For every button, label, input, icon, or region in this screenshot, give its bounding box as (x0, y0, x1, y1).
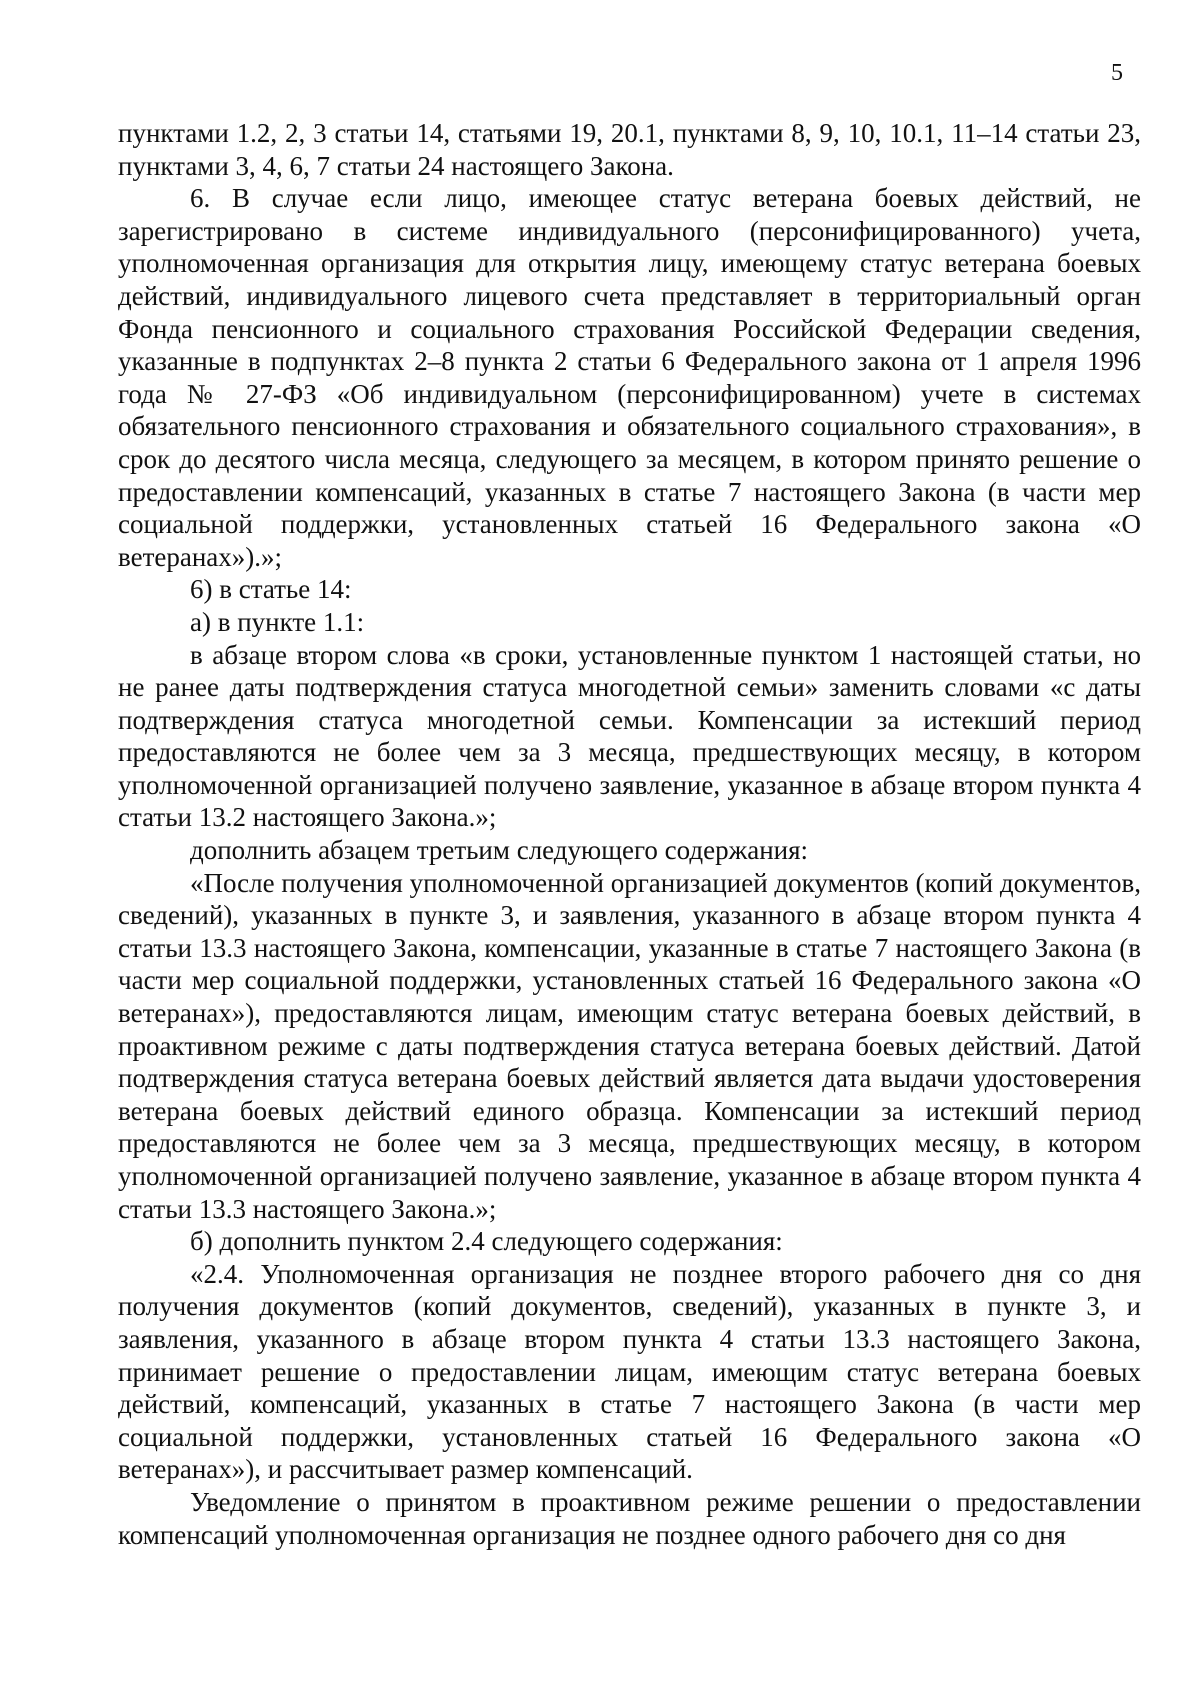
paragraph-second-indent-amendment: в абзаце втором слова «в сроки, установленные пунктом 1 настоящей статьи, но не ранее даты подтверждения статуса многодетной семьи» заменить словами «с даты подтверждения статуса многодетной семьи. Компенсации за истекший период предоставляются не более чем за 3 месяца, предшествующих месяцу, в котором уполномоченной организацией получено заявление, указанное в абзаце втором пункта 4 статьи 13.2 настоящего Закона.»; (118, 639, 1141, 833)
paragraph-notification: Уведомление о принятом в проактивном режиме решении о предоставлении компенсаций уполномоченная организация не позднее одного рабочего дня со дня (118, 1486, 1141, 1550)
paragraph-quoted-third-indent: «После получения уполномоченной организацией документов (копий документов, сведений), указанных в пункте 3, и заявления, указанного в абзаце втором пункта 4 статьи 13.3 настоящего Закона, компенсации, указанные в статье 7 настоящего Закона (в части мер социальной поддержки, установленных статьей 16 Федерального закона «О ветеранах»), предоставляются лицам, имеющим статус ветерана боевых действий, в проактивном режиме с даты подтверждения статуса ветерана боевых действий. Датой подтверждения статуса ветерана боевых действий является дата выдачи удостоверения ветерана боевых действий единого образца. Компенсации за истекший период предоставляются не более чем за 3 месяца, предшествующих месяцу, в котором уполномоченной организацией получено заявление, указанное в абзаце втором пункта 4 статьи 13.3 настоящего Закона.»; (118, 867, 1141, 1224)
page-number: 5 (1111, 60, 1123, 86)
paragraph-item-2-4: «2.4. Уполномоченная организация не позднее второго рабочего дня со дня получения документов (копий документов, сведений), указанных в пункте 3, и заявления, указанного в абзаце втором пункта 4 статьи 13.3 настоящего Закона, принимает решение о предоставлении лицам, имеющим статус ветерана боевых действий, компенсаций, указанных в статье 7 настоящего Закона (в части мер социальной поддержки, установленных статьей 16 Федерального закона «О ветеранах»), и рассчитывает размер компенсаций. (118, 1258, 1141, 1485)
paragraph-add-third-indent: дополнить абзацем третьим следующего содержания: (190, 835, 809, 866)
document-body (118, 117, 1141, 1551)
paragraph-subitem-b: б) дополнить пунктом 2.4 следующего содержания: (190, 1226, 783, 1257)
paragraph-article-14: 6) в статье 14: (190, 574, 352, 605)
paragraph-item-6: 6. В случае если лицо, имеющее статус ветерана боевых действий, не зарегистрировано в системе индивидуального (персонифицированного) учета, уполномоченная организация для открытия лицу, имеющему статус ветерана боевых действий, индивидуального лицевого счета представляет в территориальный орган Фонда пенсионного и социального страхования Российской Федерации сведения, указанные в подпунктах 2–8 пункта 2 статьи 6 Федерального закона от 1 апреля 1996 года № 27-ФЗ «Об индивидуальном (персонифицированном) учете в системах обязательного пенсионного страхования и обязательного социального страхования», в срок до десятого числа месяца, следующего за месяцем, в котором принято решение о предоставлении компенсаций, указанных в статье 7 настоящего Закона (в части мер социальной поддержки, установленных статьей 16 Федерального закона «О ветеранах»).»; (118, 183, 1141, 572)
paragraph-continuation: пунктами 1.2, 2, 3 статьи 14, статьями 19, 20.1, пунктами 8, 9, 10, 10.1, 11–14 статьи 23, пунктами 3, 4, 6, 7 статьи 24 настоящего Закона. (118, 118, 1141, 181)
paragraph-subitem-a: а) в пункте 1.1: (190, 606, 365, 637)
